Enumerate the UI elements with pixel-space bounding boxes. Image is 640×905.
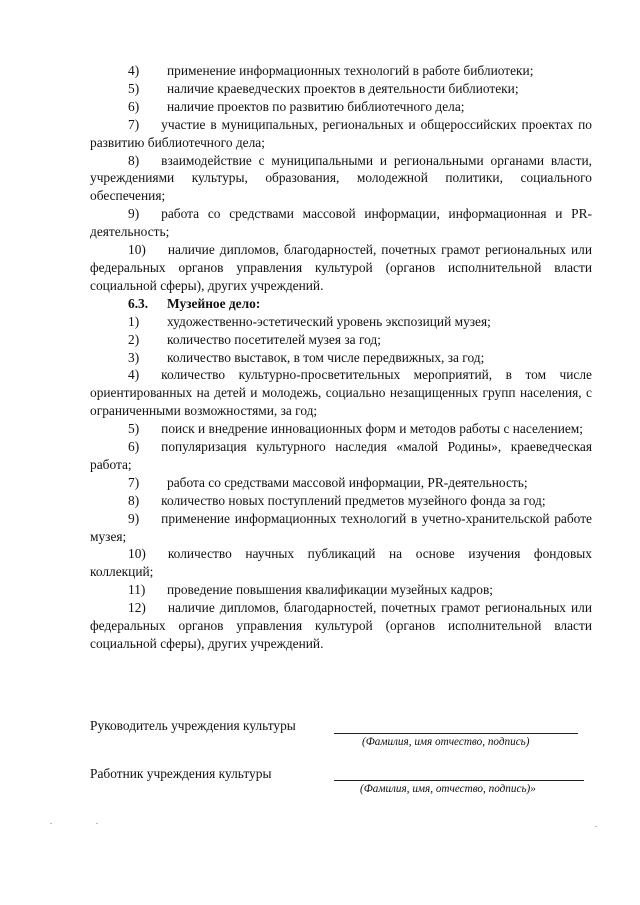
section-title: Музейное дело: bbox=[167, 295, 261, 311]
list-item bbox=[90, 241, 592, 295]
list-item bbox=[90, 80, 592, 98]
section-number: 6.3. bbox=[128, 295, 149, 311]
list-item bbox=[90, 62, 592, 80]
item-text: художественно-эстетический уровень экспозиций музея; bbox=[167, 313, 491, 329]
item-text: наличие краеведческих проектов в деятельности библиотеки; bbox=[167, 80, 519, 96]
item-text: количество научных публикаций на основе изучения фондовых коллекций; bbox=[90, 546, 592, 580]
scan-speck bbox=[595, 826, 597, 827]
item-number: 6) bbox=[128, 439, 140, 455]
item-text: наличие дипломов, благодарностей, почетных грамот региональных или федеральных органов управления культурой (органов исполнительной власти социальной сферы), других учреждений. bbox=[90, 242, 592, 293]
item-number: 5) bbox=[128, 80, 140, 96]
item-number: 2) bbox=[128, 331, 140, 347]
item-number: 9) bbox=[128, 206, 140, 222]
item-number: 9) bbox=[128, 510, 140, 526]
item-number: 4) bbox=[128, 367, 140, 383]
item-text: применение информационных технологий в учетно-хранительской работе музея; bbox=[90, 510, 592, 544]
item-text: количество посетителей музея за год; bbox=[167, 331, 381, 347]
item-number: 8) bbox=[128, 492, 140, 508]
list-item bbox=[90, 510, 592, 546]
list-item bbox=[90, 313, 592, 331]
item-number: 8) bbox=[128, 152, 140, 168]
item-number: 5) bbox=[128, 421, 140, 437]
list-item bbox=[90, 438, 592, 474]
list-item bbox=[90, 152, 592, 206]
item-text: поиск и внедрение инновационных форм и методов работы с населением; bbox=[161, 421, 583, 437]
item-text: количество новых поступлений предметов музейного фонда за год; bbox=[161, 492, 546, 508]
worker-signature-line[interactable] bbox=[334, 780, 584, 781]
list-item bbox=[90, 349, 592, 367]
item-text: работа со средствами массовой информации, PR-деятельность; bbox=[167, 474, 528, 490]
list-item bbox=[90, 545, 592, 581]
worker-signature-label: Работник учреждения культуры bbox=[90, 766, 272, 781]
item-number: 4) bbox=[128, 63, 140, 78]
list-item bbox=[90, 331, 592, 349]
head-signature-hint: (Фамилия, имя отчество, подпись) bbox=[362, 736, 530, 748]
list-item bbox=[90, 205, 592, 241]
criteria-list bbox=[90, 62, 592, 653]
item-text: количество культурно-просветительных мероприятий, в том числе ориентированных на детей и молодежь, социально незащищенных групп населения, с ограниченными возможностями, за год; bbox=[90, 367, 592, 419]
item-text: работа со средствами массовой информации, информационная и PR-деятельность; bbox=[90, 206, 592, 240]
list-item bbox=[90, 581, 592, 599]
item-text: наличие проектов по развитию библиотечного дела; bbox=[167, 98, 465, 114]
item-number: 3) bbox=[128, 349, 140, 365]
item-number: 11) bbox=[128, 582, 146, 598]
scan-speck bbox=[96, 823, 98, 824]
item-number: 6) bbox=[128, 98, 140, 114]
list-item bbox=[90, 420, 592, 438]
item-number: 10) bbox=[128, 242, 146, 258]
worker-signature-hint: (Фамилия, имя, отчество, подпись)» bbox=[360, 783, 536, 795]
list-item bbox=[90, 492, 592, 510]
item-text: проведение повышения квалификации музейных кадров; bbox=[167, 582, 493, 598]
list-item bbox=[90, 366, 592, 420]
item-text: количество выставок, в том числе передвижных, за год; bbox=[167, 349, 485, 365]
item-number: 7) bbox=[128, 474, 140, 490]
head-signature-label: Руководитель учреждения культуры bbox=[90, 718, 296, 733]
item-text: применение информационных технологий в работе библиотеки; bbox=[167, 63, 534, 78]
item-number: 10) bbox=[128, 546, 146, 562]
item-text: участие в муниципальных, региональных и общероссийских проектах по развитию библиотечного дела; bbox=[90, 116, 592, 150]
scan-speck bbox=[50, 823, 52, 824]
item-number: 1) bbox=[128, 313, 140, 329]
item-text: наличие дипломов, благодарностей, почетных грамот региональных или федеральных органов управления культурой (органов исполнительной власти социальной сферы), других учреждений. bbox=[90, 600, 592, 651]
list-item bbox=[90, 599, 592, 653]
list-item bbox=[90, 474, 592, 492]
section-heading bbox=[90, 295, 592, 313]
list-item bbox=[90, 98, 592, 116]
item-text: популяризация культурного наследия «малой Родины», краеведческая работа; bbox=[90, 439, 592, 472]
head-signature-line[interactable] bbox=[334, 733, 578, 734]
item-number: 12) bbox=[128, 600, 146, 616]
list-item bbox=[90, 116, 592, 152]
item-text: взаимодействие с муниципальными и региональными органами власти, учреждениями культуры, образования, молодежной политики, социального обеспечения; bbox=[90, 152, 592, 204]
item-number: 7) bbox=[128, 116, 140, 132]
